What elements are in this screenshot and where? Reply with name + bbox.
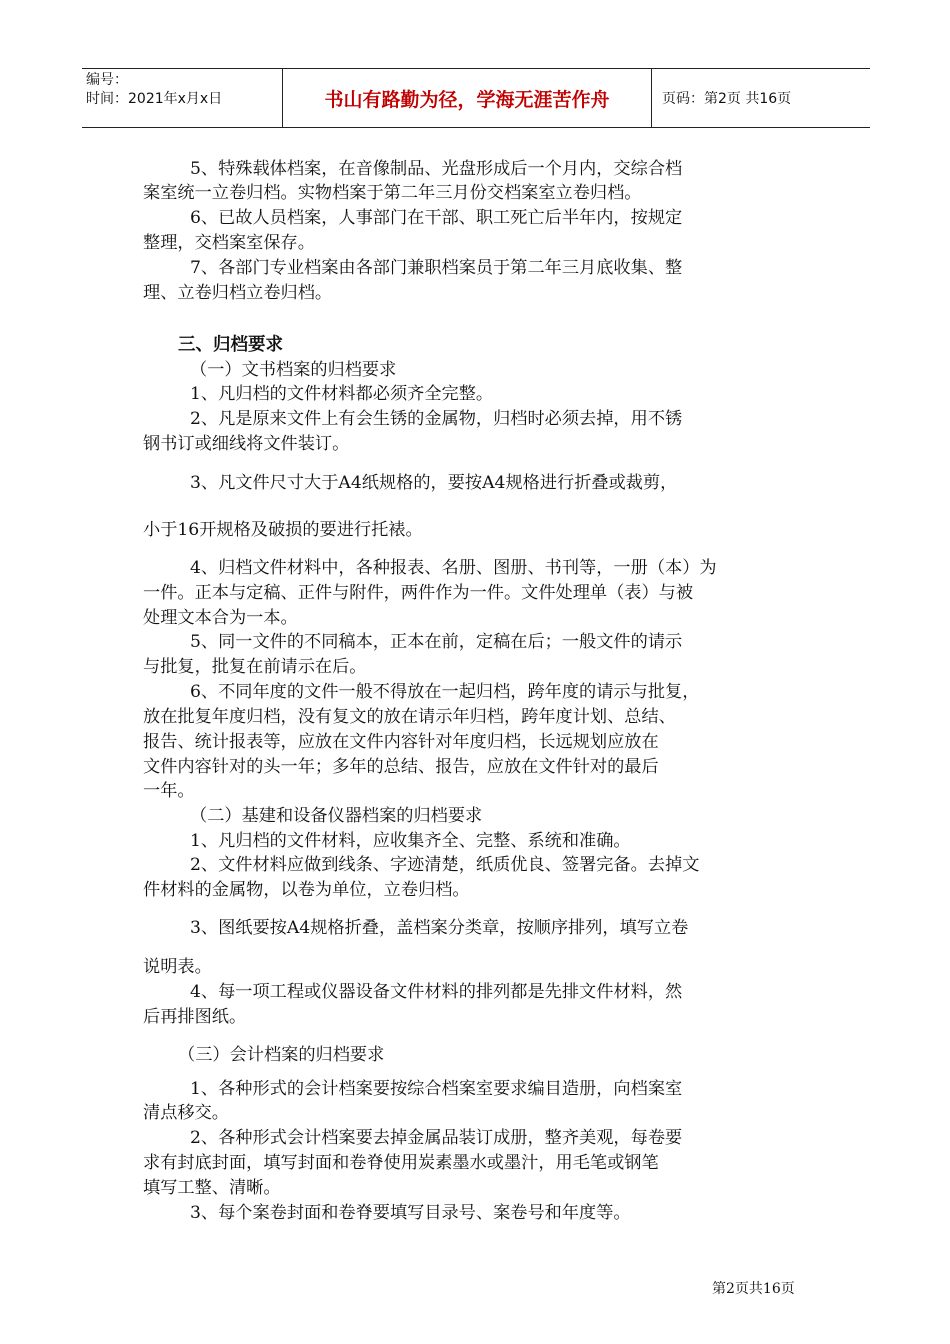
body-line: 4、归档文件材料中，各种报表、名册、图册、书刊等，一册（本）为 bbox=[190, 558, 717, 578]
body-line: 放在批复年度归档，没有复文的放在请示年归档，跨年度计划、总结、 bbox=[143, 707, 676, 727]
body-line: 钢书订或细线将文件装订。 bbox=[143, 434, 350, 454]
body-line: 案室统一立卷归档。实物档案于第二年三月份交档案室立卷归档。 bbox=[143, 183, 642, 203]
body-line: 文件内容针对的头一年；多年的总结、报告，应放在文件针对的最后 bbox=[143, 757, 659, 777]
body-line: 6、已故人员档案，人事部门在干部、职工死亡后半年内，按规定 bbox=[190, 208, 683, 228]
body-line: 理、立卷归档立卷归档。 bbox=[143, 283, 333, 303]
body-line: 2、文件材料应做到线条、字迹清楚，纸质优良、签署完备。去掉文 bbox=[190, 855, 700, 875]
document-number-label: 编号： bbox=[86, 72, 128, 88]
body-line: 小于16开规格及破损的要进行托裱。 bbox=[143, 520, 423, 540]
body-line: 5、特殊载体档案，在音像制品、光盘形成后一个月内，交综合档 bbox=[190, 159, 683, 179]
body-line: 1、凡归档的文件材料都必须齐全完整。 bbox=[190, 384, 494, 404]
body-line: 一年。 bbox=[143, 781, 195, 801]
body-line: 件材料的金属物，以卷为单位，立卷归档。 bbox=[143, 880, 470, 900]
body-line: 一件。正本与定稿、正件与附件，两件作为一件。文件处理单（表）与被 bbox=[143, 583, 694, 603]
body-line: 3、凡文件尺寸大于A4纸规格的，要按A4规格进行折叠或裁剪， bbox=[190, 473, 678, 493]
body-line: 3、每个案卷封面和卷脊要填写目录号、案卷号和年度等。 bbox=[190, 1203, 631, 1223]
body-line: 2、凡是原来文件上有会生锈的金属物，归档时必须去掉，用不锈 bbox=[190, 409, 683, 429]
body-line: 报告、统计报表等，应放在文件内容针对年度归档，长远规划应放在 bbox=[143, 732, 659, 752]
section-heading: 三、归档要求 bbox=[178, 335, 283, 355]
header-meta bbox=[82, 69, 282, 127]
body-line: 4、每一项工程或仪器设备文件材料的排列都是先排文件材料，然 bbox=[190, 982, 683, 1002]
subsection-heading: （二）基建和设备仪器档案的归档要求 bbox=[190, 806, 483, 826]
body-line: 说明表。 bbox=[143, 957, 212, 977]
body-line: 6、不同年度的文件一般不得放在一起归档，跨年度的请示与批复， bbox=[190, 682, 700, 702]
header-motto: 书山有路勤为径，学海无涯苦作舟 bbox=[282, 69, 652, 127]
body-line: 填写工整、清晰。 bbox=[143, 1178, 281, 1198]
body-line: 5、同一文件的不同稿本，正本在前，定稿在后；一般文件的请示 bbox=[190, 632, 683, 652]
page-footer: 第2页共16页 bbox=[712, 1281, 795, 1297]
body-line: 处理文本合为一本。 bbox=[143, 608, 298, 628]
body-line: 1、凡归档的文件材料，应收集齐全、完整、系统和准确。 bbox=[190, 831, 631, 851]
body-line: 2、各种形式会计档案要去掉金属品装订成册，整齐美观，每卷要 bbox=[190, 1128, 683, 1148]
subsection-heading: （三）会计档案的归档要求 bbox=[178, 1045, 385, 1065]
body-line: 求有封底封面，填写封面和卷脊使用炭素墨水或墨汁，用毛笔或钢笔 bbox=[143, 1153, 659, 1173]
subsection-heading: （一）文书档案的归档要求 bbox=[190, 360, 397, 380]
body-line: 与批复，批复在前请示在后。 bbox=[143, 657, 367, 677]
body-line: 后再排图纸。 bbox=[143, 1007, 247, 1027]
body-line: 3、图纸要按A4规格折叠，盖档案分类章，按顺序排列，填写立卷 bbox=[190, 918, 689, 938]
body-line: 整理，交档案室保存。 bbox=[143, 233, 315, 253]
body-line: 7、各部门专业档案由各部门兼职档案员于第二年三月底收集、整 bbox=[190, 258, 683, 278]
body-line: 清点移交。 bbox=[143, 1103, 229, 1123]
header-page-info: 页码：第2页 共16页 bbox=[662, 91, 792, 107]
body-line: 1、各种形式的会计档案要按综合档案室要求编目造册，向档案室 bbox=[190, 1079, 683, 1099]
page-header bbox=[82, 68, 870, 128]
document-time-label: 时间：2021年x月x日 bbox=[86, 91, 223, 107]
